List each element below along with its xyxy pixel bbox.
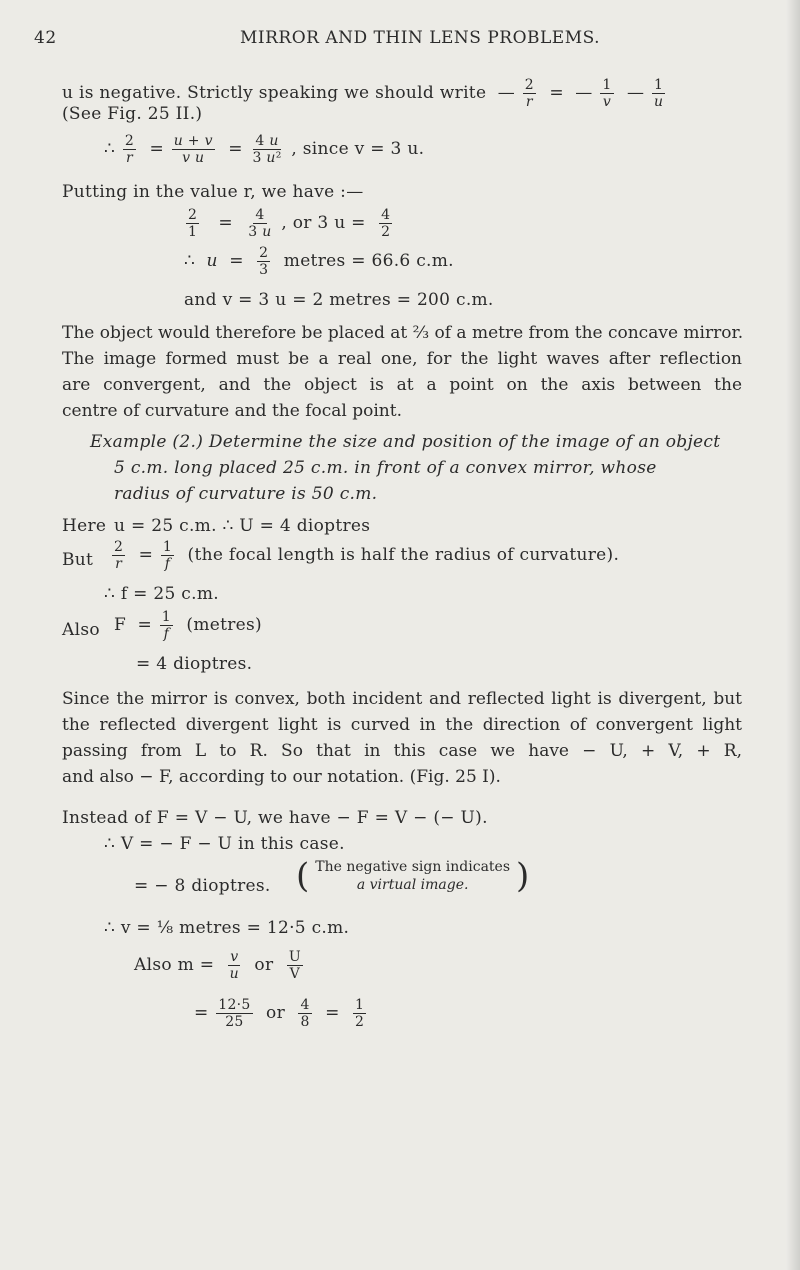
but-equation: $\frac{2}{r}$ = $\frac{1}{f}$ (the focal length is half the radius of curvature). [114,539,620,572]
f-equation: ∴ f = 25 c.m. [104,584,219,604]
negative-sign-note [296,858,529,894]
equation-2: $\frac{2}{1}$ = $\frac{4}{3 u}$ , or 3 u = $\frac{4}{2}$ [188,207,391,240]
intro-line: u is negative. Strictly speaking we should write — $\frac{2}{r}$ = — $\frac{1}{v}$ — $\frac{1}{u}$ [62,77,664,110]
equation-3: ∴ u = $\frac{2}{3}$ metres = 66.6 c.m. [184,245,454,278]
also-note: (metres) [186,615,262,635]
frac-2-over-r: $\frac{2}{r}$ [524,77,534,110]
dioptres-4: = 4 dioptres. [136,654,253,674]
but-label: But [62,550,94,570]
here-label: Here [62,516,107,536]
but-note: (the focal length is half the radius of curvature). [187,545,620,565]
para1-line: centre of curvature and the focal point. [62,401,402,421]
see-fig: (See Fig. 25 II.) [62,104,203,124]
here-equation: u = 25 c.m. ∴ U = 4 dioptres [114,516,371,536]
para1-line: The object would therefore be placed at ⅔ of a metre from the concave mirror. [62,323,744,343]
dioptres-neg-8: = − 8 dioptres. [134,876,271,896]
close-paren: ) [516,856,530,896]
para2-line: passing from L to R. So that in this case we have − U, + V, + R, [62,741,742,761]
equation-4: and v = 3 u = 2 metres = 200 c.m. [184,290,494,310]
page-edge-shadow [786,0,800,1270]
putting-text: Putting in the value r, we have :— [62,182,364,202]
equals: = [325,1003,340,1023]
page-number: 42 [34,28,57,48]
note-line-2: a virtual image. [356,877,469,893]
intro-text: u is negative. Strictly speaking we should write [62,83,487,103]
paragraph-2 [62,686,742,790]
also-equation: F = $\frac{1}{f}$ (metres) [114,609,262,642]
paragraph-1 [62,320,742,424]
equation-1: ∴ $\frac{2}{r}$ = $\frac{u + v}{\text{v u}}$ = $\frac{4 u}{\text{3 u²}}$ , since v = 3 u. [104,133,425,166]
example-line-2: 5 c.m. long placed 25 c.m. in front of a convex mirror, whose [114,458,657,478]
running-title: MIRROR AND THIN LENS PROBLEMS. [240,28,601,48]
para2-line: and also − F, according to our notation. (Fig. 25 I). [62,767,501,787]
note-line-1: The negative sign indicates [315,859,511,875]
or-2: or [266,1003,286,1023]
para2-line: Since the mirror is convex, both incident and reflected light is divergent, but [62,689,742,709]
v-metres: ∴ v = ⅛ metres = 12·5 c.m. [104,918,350,938]
example-line-1: Example (2.) Determine the size and position of the image of an object [90,432,721,452]
para1-line: The image formed must be a real one, for the light waves after reflection [62,349,742,369]
frac-1-over-v: $\frac{1}{v}$ [602,77,612,110]
open-paren: ( [296,856,310,896]
para2-line: the reflected divergent light is curved in the direction of convergent light [62,715,742,735]
or-text: , or 3 u = [281,213,366,233]
magnification-result: = $\frac{12\cdot 5}{25}$ or $\frac{4}{8}$ = $\frac{1}{2}$ [194,997,365,1030]
or-1: or [254,955,274,975]
also-label: Also [62,620,100,640]
since-text: , since v = 3 u. [291,139,425,159]
para1-line: are convergent, and the object is at a point on the axis between the [62,375,742,395]
magnification-equation: Also m = $\frac{v}{u}$ or $\frac{U}{V}$ [134,949,301,982]
metres-1: metres = 66.6 c.m. [283,251,454,271]
also-m: Also m = [134,955,215,975]
example-line-3: radius of curvature is 50 c.m. [114,484,378,504]
v-equation: ∴ V = − F − U in this case. [104,834,345,854]
instead-line: Instead of F = V − U, we have − F = V − (− U). [62,808,488,828]
frac-1-over-u: $\frac{1}{u}$ [653,77,664,110]
